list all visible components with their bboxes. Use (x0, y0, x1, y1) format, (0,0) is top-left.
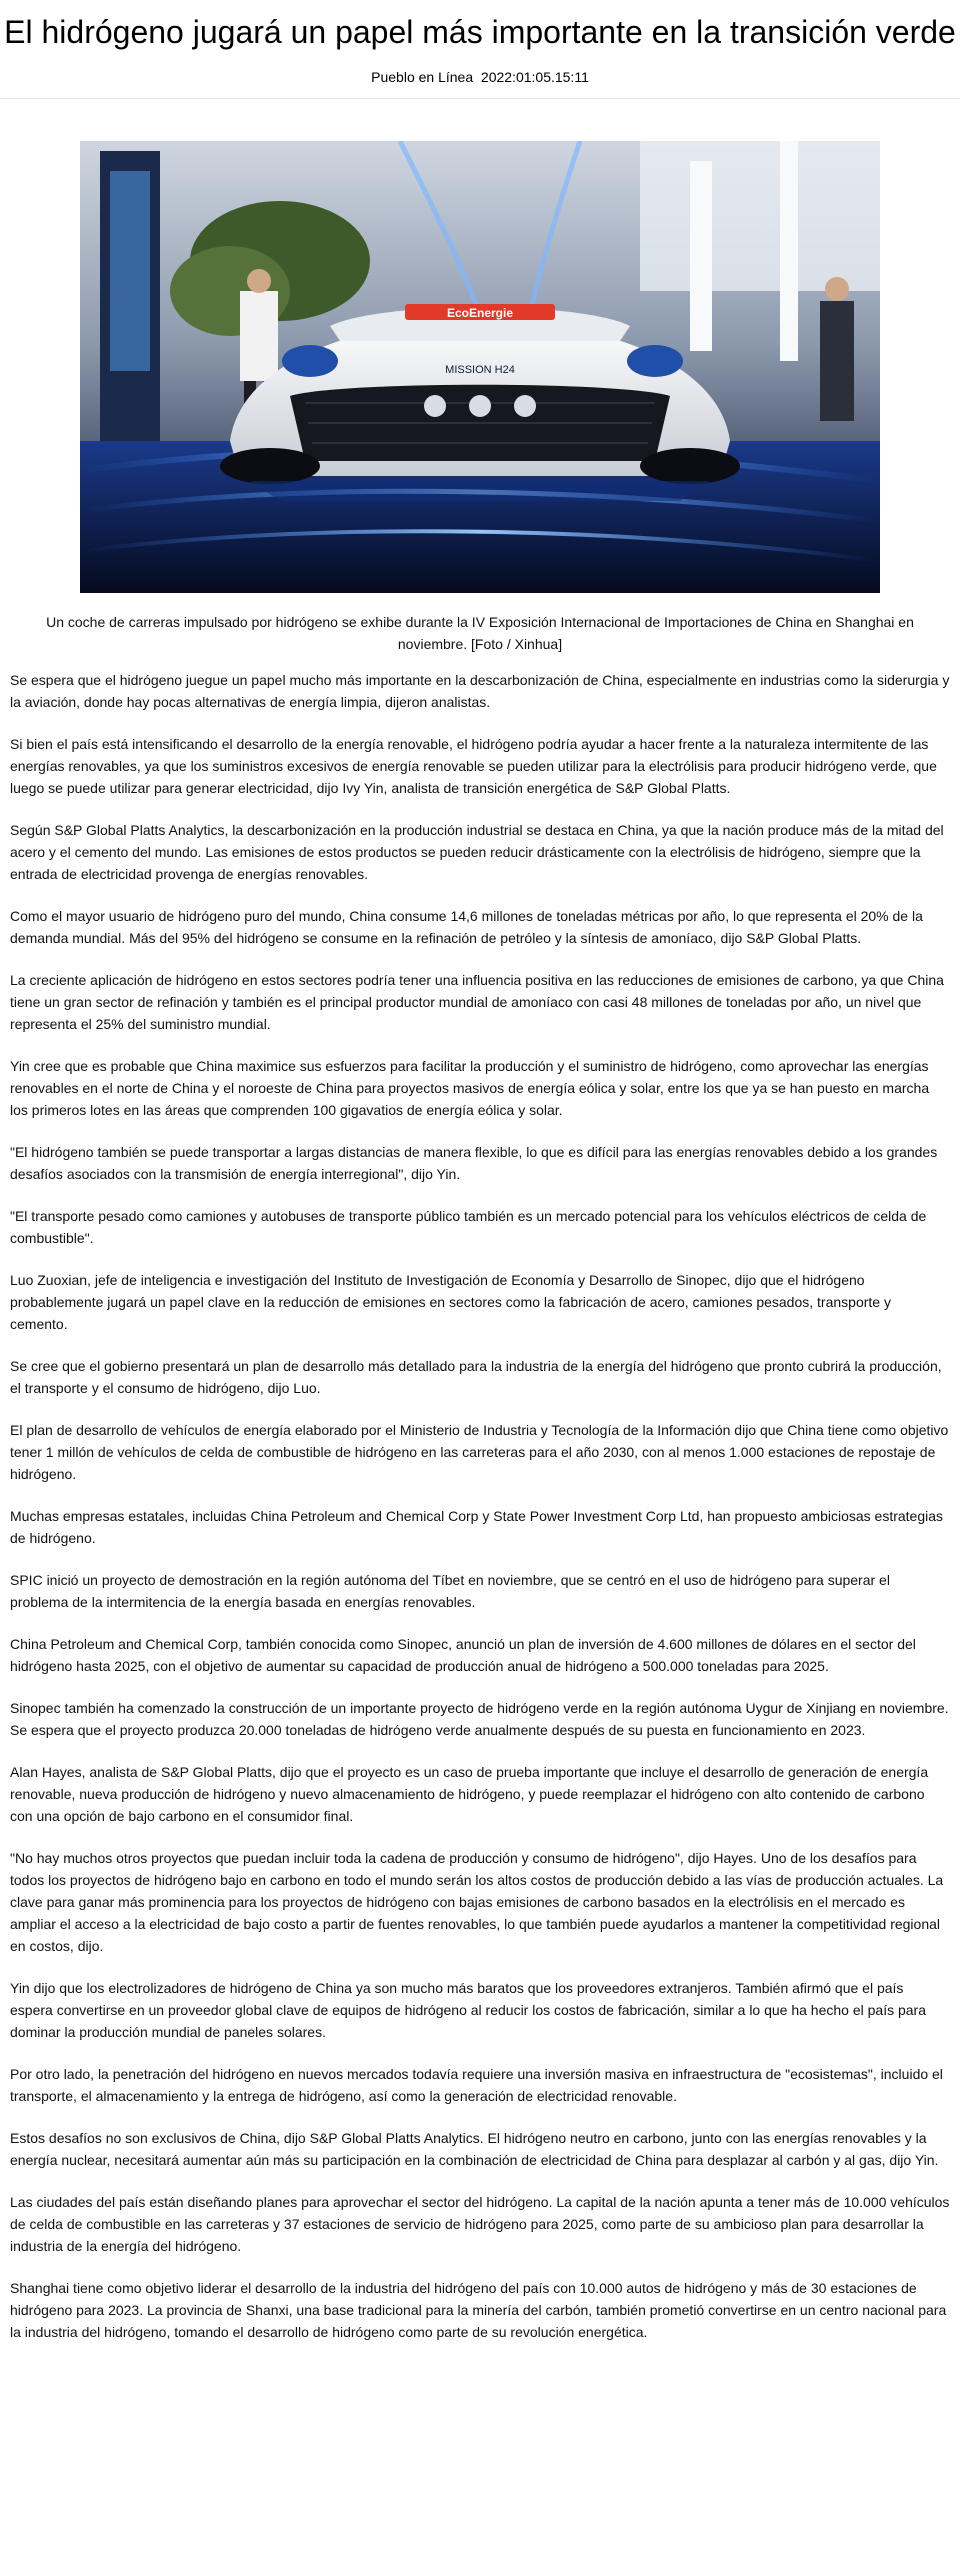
photo-caption: Un coche de carreras impulsado por hidrógeno se exhibe durante la IV Exposición Internacional de Importaciones de China en Shanghai en noviembre. [Foto / Xinhua] (46, 614, 914, 652)
header-divider (0, 98, 960, 99)
car-side-text: MISSION H24 (445, 364, 515, 376)
article-paragraph: "No hay muchos otros proyectos que puedan incluir toda la cadena de producción y consumo de hidrógeno", dijo Hayes. Uno de los desafíos para todos los proyectos de hidrógeno bajo en carbono en todo el mundo serán los altos costos de producción debido a las vías de producción actuales. La clave para ganar más prominencia para los proyectos de hidrógeno con bajas emisiones de carbono basados en la electrólisis en el mercado es ampliar el acceso a la electricidad de bajo costo a partir de fuentes renovables, lo que también puede ayudarlos a mantener la competitividad regional en costos, dijo. (10, 1850, 944, 1954)
car-banner-text: EcoEnergie (446, 306, 514, 320)
article-paragraph: Shanghai tiene como objetivo liderar el desarrollo de la industria del hidrógeno del país con 10.000 autos de hidrógeno y más de 30 estaciones de hidrógeno para 2023. La provincia de Shanxi, una base tradicional para la minería del carbón, también prometió convertirse en un centro nacional para la industria del hidrógeno, tomando el desarrollo de hidrógeno como parte de su revolución energética. (10, 2280, 947, 2340)
article-paragraph: Según S&P Global Platts Analytics, la descarbonización en la producción industrial se destaca en China, ya que la nación produce más de la mitad del acero y el cemento del mundo. Las emisiones de estos productos se pueden reducir drásticamente con la electrólisis de hidrógeno, siempre que la entrada de electricidad provenga de energías renovables. (10, 822, 944, 882)
article-paragraph: Alan Hayes, analista de S&P Global Platts, dijo que el proyecto es un caso de prueba importante que incluye el desarrollo de generación de energía renovable, nueva producción de hidrógeno y nuevo almacenamiento de hidrógeno, y puede reemplazar el hidrógeno con alto contenido de carbono con una opción de bajo carbono en el consumidor final. (10, 1764, 929, 1824)
race-car-illustration (80, 141, 880, 593)
article-title: El hidrógeno jugará un papel más importante en la transición verde (4, 14, 956, 50)
article-paragraph: La creciente aplicación de hidrógeno en estos sectores podría tener una influencia positiva en las reducciones de emisiones de carbono, ya que China tiene un gran sector de refinación y también es el principal productor mundial de amoníaco con casi 48 millones de toneladas por año, un nivel que representa el 25% del suministro mundial. (10, 972, 944, 1032)
article-paragraph: Muchas empresas estatales, incluidas China Petroleum and Chemical Corp y State Power Investment Corp Ltd, han propuesto ambiciosas estrategias de hidrógeno. (10, 1508, 944, 1546)
article-paragraph: Sinopec también ha comenzado la construcción de un importante proyecto de hidrógeno verde en la región autónoma Uygur de Xinjiang en noviembre. Se espera que el proyecto produzca 20.000 toneladas de hidrógeno verde anualmente después de su puesta en funcionamiento en 2023. (10, 1700, 949, 1738)
article-paragraph: SPIC inició un proyecto de demostración en la región autónoma del Tíbet en noviembre, que se centró en el uso de hidrógeno para superar el problema de la intermitencia de la energía basada en energías renovables. (10, 1572, 890, 1610)
article-paragraph: Yin cree que es probable que China maximice sus esfuerzos para facilitar la producción y el suministro de hidrógeno, como aprovechar las energías renovables en el norte de China y el noroeste de China para proyectos masivos de energía eólica y solar, entre los que ya se han puesto en marcha los primeros lotes en las áreas que comprenden 100 gigavatios de energía eólica y solar. (10, 1058, 930, 1118)
source-label[interactable]: Pueblo en Línea (371, 69, 474, 85)
article-paragraph: Las ciudades del país están diseñando planes para aprovechar el sector del hidrógeno. La capital de la nación apunta a tener más de 10.000 vehículos de celda de combustible en las carreteras y 37 estaciones de servicio de hidrógeno para 2025, como parte de su ambicioso plan para desarrollar la industria de la energía del hidrógeno. (10, 2194, 950, 2254)
article-paragraph: Se espera que el hidrógeno juegue un papel mucho más importante en la descarbonización de China, especialmente en industrias como la siderurgia y la aviación, donde hay pocas alternativas de energía limpia, dijeron analistas. (10, 672, 950, 710)
article-paragraph: Si bien el país está intensificando el desarrollo de la energía renovable, el hidrógeno podría ayudar a hacer frente a la naturaleza intermitente de las energías renovables, ya que los suministros excesivos de energía renovable se pueden utilizar para la electrólisis para producir hidrógeno verde, que luego se puede utilizar para generar electricidad, dijo Ivy Yin, analista de transición energética de S&P Global Platts. (10, 736, 937, 796)
article-paragraph: Estos desafíos no son exclusivos de China, dijo S&P Global Platts Analytics. El hidrógeno neutro en carbono, junto con las energías renovables y la energía nuclear, necesitará aumentar aún más su participación en la combinación de electricidad de China para desplazar al carbón y al gas, dijo Yin. (10, 2130, 939, 2168)
article-paragraph: China Petroleum and Chemical Corp, también conocida como Sinopec, anunció un plan de inversión de 4.600 millones de dólares en el sector del hidrógeno hasta 2025, con el objetivo de aumentar su capacidad de producción anual de hidrógeno a 500.000 toneladas para 2025. (10, 1636, 916, 1674)
article-meta (0, 68, 960, 86)
article-paragraph: Como el mayor usuario de hidrógeno puro del mundo, China consume 14,6 millones de toneladas métricas por año, lo que representa el 20% de la demanda mundial. Más del 95% del hidrógeno se consume en la refinación de petróleo y la síntesis de amoníaco, dijo S&P Global Platts. (10, 908, 923, 946)
article-paragraph: "El transporte pesado como camiones y autobuses de transporte público también es un mercado potencial para los vehículos eléctricos de celda de combustible". (10, 1208, 927, 1246)
article-paragraph: Se cree que el gobierno presentará un plan de desarrollo más detallado para la industria de la energía del hidrógeno que pronto cubrirá la producción, el transporte y el consumo de hidrógeno, dijo Luo. (10, 1358, 942, 1396)
publish-datetime: 2022:01:05.15:11 (480, 69, 589, 85)
article-paragraph: Luo Zuoxian, jefe de inteligencia e investigación del Instituto de Investigación de Economía y Desarrollo de Sinopec, dijo que el hidrógeno probablemente jugará un papel clave en la reducción de emisiones en sectores como la fabricación de acero, camiones pesados, transporte y cemento. (10, 1272, 891, 1332)
article-paragraph: Por otro lado, la penetración del hidrógeno en nuevos mercados todavía requiere una inversión masiva en infraestructura de "ecosistemas", incluido el transporte, el almacenamiento y la entrega de hidrógeno, así como la generación de electricidad renovable. (10, 2066, 943, 2104)
article-paragraph: El plan de desarrollo de vehículos de energía elaborado por el Ministerio de Industria y Tecnología de la Información dijo que China tiene como objetivo tener 1 millón de vehículos de celda de combustible de hidrógeno en las carreteras para el año 2030, con al menos 1.000 estaciones de repostaje de hidrógeno. (10, 1422, 949, 1482)
article-body (0, 669, 960, 2343)
article-paragraph: "El hidrógeno también se puede transportar a largas distancias de manera flexible, lo que es difícil para las energías renovables debido a los grandes desafíos asociados con la transmisión de energía interregional", dijo Yin. (10, 1144, 938, 1182)
hero-photo (80, 141, 880, 593)
article-paragraph: Yin dijo que los electrolizadores de hidrógeno de China ya son mucho más baratos que los proveedores extranjeros. También afirmó que el país espera convertirse en un proveedor global clave de equipos de hidrógeno al reducir los costos de fabricación, similar a lo que ha hecho el país para dominar la producción mundial de paneles solares. (10, 1980, 927, 2040)
